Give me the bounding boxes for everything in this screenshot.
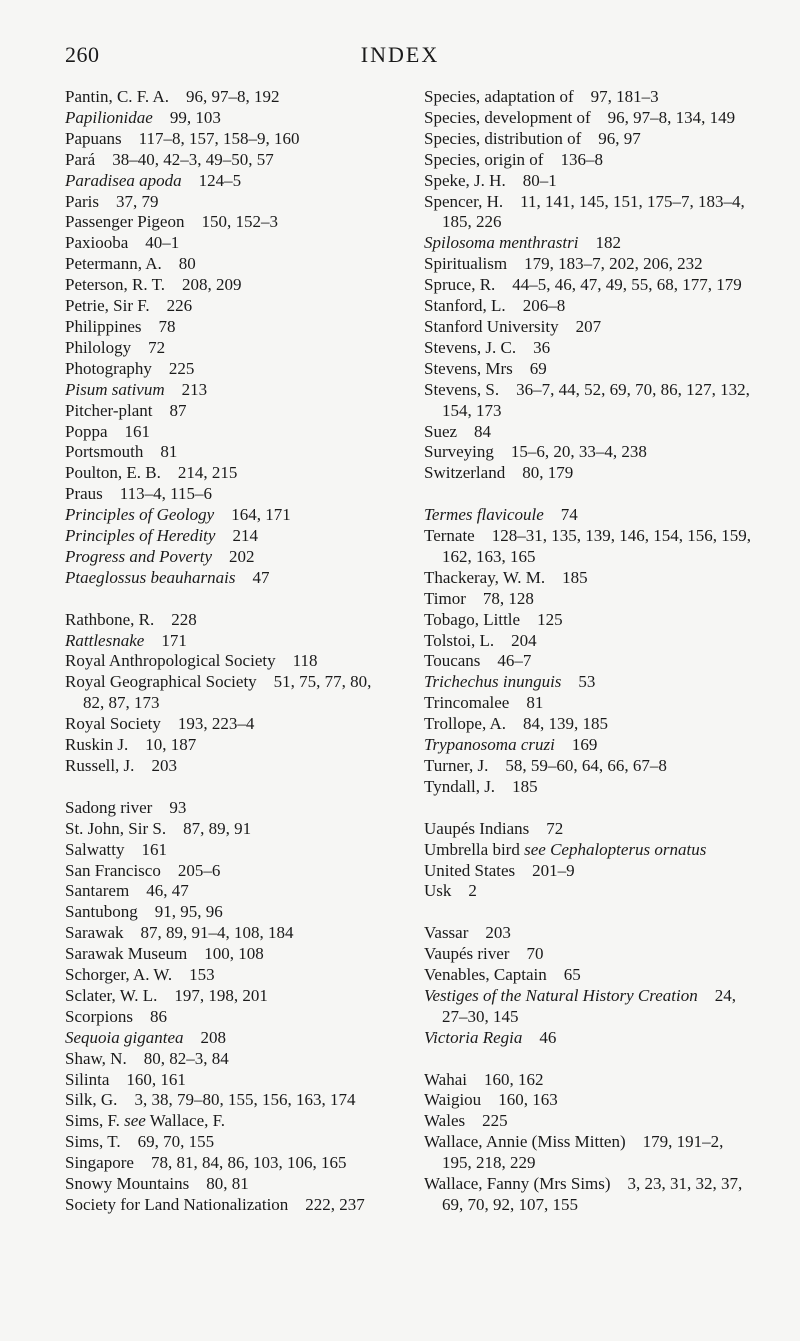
index-entry <box>424 777 754 798</box>
page-references: 74 <box>560 505 578 525</box>
entry-term: Stevens, Mrs <box>424 358 513 378</box>
page-references: 202 <box>229 546 255 566</box>
page-references: 78 <box>158 316 176 336</box>
page-references: 84 <box>474 421 492 441</box>
page-references: 80, 179 <box>522 463 574 483</box>
page-references: 208 <box>200 1027 227 1047</box>
index-entry <box>424 756 754 777</box>
entry-term: Russell, J. <box>65 755 135 775</box>
page-references: 182 <box>595 233 621 253</box>
page-references: 80 <box>178 254 196 274</box>
index-entry <box>424 840 754 861</box>
entry-term: Royal Geographical Society <box>65 672 257 692</box>
index-entry <box>424 338 754 359</box>
index-entry <box>65 756 385 777</box>
index-entry <box>65 317 385 338</box>
index-entry <box>65 798 385 819</box>
page-references: 51, 75, 77, 80, 82, 87, 173 <box>83 672 372 713</box>
page-references: 65 <box>563 965 581 985</box>
entry-term: Suez <box>424 421 458 441</box>
entry-term: Umbrella bird <box>424 839 520 859</box>
page-references: 80, 82–3, 84 <box>143 1048 229 1068</box>
page-references: 117–8, 157, 158–9, 160 <box>138 128 300 148</box>
index-entry <box>424 881 754 902</box>
index-entry <box>424 714 754 735</box>
page-references: 179, 191–2, 195, 218, 229 <box>442 1132 724 1173</box>
index-entry <box>65 965 385 986</box>
index-entry <box>65 505 385 526</box>
entry-term: Snowy Mountains <box>65 1174 190 1194</box>
index-column-right <box>424 87 754 1216</box>
page-references: 91, 95, 96 <box>154 902 223 922</box>
entry-term: Peterson, R. T. <box>65 275 165 295</box>
index-entry <box>65 819 385 840</box>
entry-term: Vestiges of the Natural History Creation <box>424 985 698 1005</box>
entry-term: Santarem <box>65 881 130 901</box>
page-header <box>65 42 735 72</box>
index-entry <box>424 233 754 254</box>
index-entry <box>65 1007 385 1028</box>
letter-group-gap <box>424 484 754 505</box>
entry-term: Ptaeglossus beauharnais <box>65 567 236 587</box>
entry-term: Thackeray, W. M. <box>424 567 546 587</box>
index-entry <box>65 1174 385 1195</box>
index-entry <box>424 296 754 317</box>
page-references: 58, 59–60, 64, 66, 67–8 <box>505 755 667 775</box>
page-references: 203 <box>151 755 177 775</box>
entry-term: Ternate <box>424 526 475 546</box>
index-entry <box>65 1028 385 1049</box>
entry-term: Pantin, C. F. A. <box>65 87 169 106</box>
entry-term: Petermann, A. <box>65 254 162 274</box>
entry-term: Principles of Geology <box>65 505 215 525</box>
cross-reference: Cephalopterus ornatus <box>550 839 707 859</box>
page-references: 87, 89, 91–4, 108, 184 <box>140 923 294 943</box>
entry-term: Wahai <box>424 1069 467 1089</box>
page-references: 197, 198, 201 <box>174 985 268 1005</box>
page-references: 124–5 <box>198 170 242 190</box>
entry-term: Sadong river <box>65 797 153 817</box>
cross-reference: Wallace, F. <box>149 1111 225 1131</box>
entry-term: Paradisea apoda <box>65 170 182 190</box>
entry-term: Waigiou <box>424 1090 482 1110</box>
entry-term: Praus <box>65 484 103 504</box>
index-entry <box>424 923 754 944</box>
see-label: see <box>124 1111 146 1131</box>
entry-term: Usk <box>424 881 452 901</box>
index-entry <box>65 610 385 631</box>
page-references: 228 <box>171 609 197 629</box>
page-references: 11, 141, 145, 151, 175–7, 183–4, 185, 226 <box>442 191 745 232</box>
entry-term: Scorpions <box>65 1006 133 1026</box>
index-entry <box>65 129 385 150</box>
index-entry <box>65 1195 385 1216</box>
index-entry <box>65 380 385 401</box>
page-references: 80, 81 <box>206 1174 249 1194</box>
page-references: 46 <box>539 1027 557 1047</box>
entry-term: Termes flavicoule <box>424 505 544 525</box>
index-entry <box>65 359 385 380</box>
page-references: 226 <box>166 296 193 316</box>
entry-term: Royal Society <box>65 714 161 734</box>
index-entry <box>424 986 754 1028</box>
entry-term: Petrie, Sir F. <box>65 296 150 316</box>
page-references: 96, 97–8, 134, 149 <box>607 107 736 127</box>
entry-term: Turner, J. <box>424 755 489 775</box>
page-references: 185 <box>562 567 588 587</box>
page-references: 87, 89, 91 <box>183 818 252 838</box>
page-references: 204 <box>511 630 537 650</box>
entry-term: Rattlesnake <box>65 630 145 650</box>
index-entry <box>65 1111 385 1132</box>
index-entry <box>65 923 385 944</box>
entry-term: Rathbone, R. <box>65 609 155 629</box>
entry-term: Photography <box>65 358 152 378</box>
entry-term: Sclater, W. L. <box>65 985 158 1005</box>
page-references: 44–5, 46, 47, 49, 55, 68, 177, 179 <box>512 275 742 295</box>
entry-term: Silinta <box>65 1069 110 1089</box>
page-references: 171 <box>161 630 187 650</box>
page-references: 160, 163 <box>498 1090 558 1110</box>
index-entry <box>65 861 385 882</box>
letter-group-gap <box>65 777 385 798</box>
page-references: 10, 187 <box>145 735 197 755</box>
page-references: 153 <box>189 965 215 985</box>
page-references: 160, 161 <box>126 1069 186 1089</box>
page-references: 46–7 <box>497 651 532 671</box>
index-entry <box>424 631 754 652</box>
page-references: 36 <box>533 337 551 357</box>
page-references: 80–1 <box>522 170 557 190</box>
page-references: 213 <box>181 379 208 399</box>
index-entry <box>424 1132 754 1174</box>
page-references: 2 <box>468 881 477 901</box>
index-entry <box>65 672 385 714</box>
page-references: 169 <box>571 735 598 755</box>
page-number: 260 <box>65 42 100 67</box>
index-entry <box>65 1090 385 1111</box>
page-references: 214 <box>232 526 258 546</box>
entry-term: Sarawak Museum <box>65 944 188 964</box>
index-entry <box>424 317 754 338</box>
page-references: 84, 139, 185 <box>523 714 609 734</box>
index-entry <box>424 192 754 234</box>
entry-term: Spiritualism <box>424 254 508 274</box>
see-label: see <box>524 839 546 859</box>
page-references: 203 <box>485 923 511 943</box>
entry-term: Spruce, R. <box>424 275 496 295</box>
page-references: 185 <box>512 776 538 796</box>
index-entry <box>424 819 754 840</box>
page-references: 225 <box>168 358 195 378</box>
index-entry <box>424 1070 754 1091</box>
index-entry <box>65 547 385 568</box>
index-entry <box>424 965 754 986</box>
index-entry <box>65 192 385 213</box>
page-references: 164, 171 <box>231 505 291 525</box>
entry-term: Species, distribution of <box>424 128 582 148</box>
index-entry <box>424 1174 754 1216</box>
entry-term: Sarawak <box>65 923 124 943</box>
entry-term: Ruskin J. <box>65 735 129 755</box>
index-entry <box>65 631 385 652</box>
entry-term: Surveying <box>424 442 494 462</box>
page-references: 128–31, 135, 139, 146, 154, 156, 159, 162, 163, 165 <box>442 526 751 566</box>
letter-group-gap <box>424 1049 754 1070</box>
page-references: 125 <box>537 609 563 629</box>
entry-term: Tobago, Little <box>424 609 521 629</box>
entry-term: Vaupés river <box>424 944 510 964</box>
index-entry <box>65 484 385 505</box>
page-references: 93 <box>169 797 187 817</box>
page-references: 24, 27–30, 145 <box>442 985 736 1026</box>
entry-term: Sims, T. <box>65 1132 121 1152</box>
page-references: 47 <box>252 567 270 587</box>
letter-group-gap <box>424 798 754 819</box>
index-entry <box>424 505 754 526</box>
entry-term: Silk, G. <box>65 1090 118 1110</box>
index-entry <box>65 714 385 735</box>
running-title: INDEX <box>360 42 440 67</box>
entry-term: Paxiooba <box>65 233 129 253</box>
page-references: 15–6, 20, 33–4, 238 <box>510 442 647 462</box>
entry-term: Toucans <box>424 651 481 671</box>
entry-term: Trollope, A. <box>424 714 507 734</box>
page-references: 205–6 <box>177 860 221 880</box>
entry-term: Shaw, N. <box>65 1048 127 1068</box>
page-references: 160, 162 <box>484 1069 544 1089</box>
index-entry <box>424 944 754 965</box>
page-references: 179, 183–7, 202, 206, 232 <box>524 254 703 274</box>
index-entry <box>424 861 754 882</box>
entry-term: San Francisco <box>65 860 161 880</box>
letter-group-gap <box>65 589 385 610</box>
page-references: 38–40, 42–3, 49–50, 57 <box>112 149 274 169</box>
index-entry <box>424 129 754 150</box>
index-entry <box>65 212 385 233</box>
entry-term: Trichechus inunguis <box>424 672 562 692</box>
index-entry <box>65 233 385 254</box>
entry-term: Uaupés Indians <box>424 818 530 838</box>
entry-term: Species, adaptation of <box>424 87 574 106</box>
letter-group-gap <box>424 902 754 923</box>
entry-term: Speke, J. H. <box>424 170 506 190</box>
index-entry <box>65 840 385 861</box>
page-references: 69 <box>529 358 547 378</box>
entry-term: Tyndall, J. <box>424 776 496 796</box>
entry-term: Trincomalee <box>424 693 510 713</box>
entry-term: Spencer, H. <box>424 191 504 211</box>
index-entry <box>65 1153 385 1174</box>
page-references: 36–7, 44, 52, 69, 70, 86, 127, 132, 154, 173 <box>442 379 750 420</box>
index-entry <box>65 1132 385 1153</box>
page-references: 118 <box>292 651 318 671</box>
index-entry <box>424 150 754 171</box>
entry-term: Papuans <box>65 128 122 148</box>
page-references: 207 <box>575 316 602 336</box>
page-references: 3, 38, 79–80, 155, 156, 163, 174 <box>134 1090 356 1110</box>
page-references: 53 <box>578 672 596 692</box>
index-entry <box>424 108 754 129</box>
page-references: 100, 108 <box>204 944 264 964</box>
index-entry <box>424 463 754 484</box>
page-references: 96, 97 <box>598 128 641 148</box>
index-entry <box>424 442 754 463</box>
entry-term: Society for Land Nationalization <box>65 1195 289 1214</box>
index-entry <box>424 254 754 275</box>
index-entry <box>65 254 385 275</box>
page-references: 208, 209 <box>181 275 242 295</box>
entry-term: Poulton, E. B. <box>65 463 161 483</box>
entry-term: Portsmouth <box>65 442 144 462</box>
page-references: 222, 237 <box>305 1195 365 1214</box>
entry-term: Singapore <box>65 1153 134 1173</box>
index-entry <box>65 568 385 589</box>
entry-term: Santubong <box>65 902 138 922</box>
entry-term: Pará <box>65 149 96 169</box>
page-references: 193, 223–4 <box>177 714 255 734</box>
page-references: 201–9 <box>532 860 575 880</box>
page-references: 46, 47 <box>146 881 189 901</box>
entry-term: Species, origin of <box>424 149 544 169</box>
entry-term: Pisum sativum <box>65 379 165 399</box>
index-entry <box>65 108 385 129</box>
index-entry <box>65 902 385 923</box>
index-entry <box>65 442 385 463</box>
page-references: 214, 215 <box>177 463 238 483</box>
entry-term: Timor <box>424 588 466 608</box>
page-references: 161 <box>141 839 167 859</box>
index-entry <box>424 589 754 610</box>
page-references: 37, 79 <box>116 191 159 211</box>
entry-term: Switzerland <box>424 463 506 483</box>
entry-term: Victoria Regia <box>424 1027 523 1047</box>
index-column-left <box>65 87 385 1216</box>
index-entry <box>65 422 385 443</box>
index-entry <box>424 672 754 693</box>
index-entry <box>65 338 385 359</box>
page-references: 3, 23, 31, 32, 37, 69, 70, 92, 107, 155 <box>442 1174 743 1214</box>
entry-term: United States <box>424 860 516 880</box>
index-entry <box>65 651 385 672</box>
entry-term: Wallace, Annie (Miss Mitten) <box>424 1132 626 1152</box>
page-references: 96, 97–8, 192 <box>185 87 280 106</box>
entry-term: Wales <box>424 1111 466 1131</box>
entry-term: Papilionidae <box>65 107 153 127</box>
entry-term: Royal Anthropological Society <box>65 651 276 671</box>
index-entry <box>424 735 754 756</box>
entry-term: Sequoia gigantea <box>65 1027 184 1047</box>
entry-term: Stanford, L. <box>424 296 506 316</box>
index-entry <box>65 881 385 902</box>
page-references: 78, 128 <box>482 588 534 608</box>
page-references: 161 <box>124 421 150 441</box>
index-entry <box>65 150 385 171</box>
page-references: 72 <box>546 818 564 838</box>
index-entry <box>65 986 385 1007</box>
page-references: 69, 70, 155 <box>137 1132 215 1152</box>
entry-term: Salwatty <box>65 839 125 859</box>
page-references: 78, 81, 84, 86, 103, 106, 165 <box>150 1153 347 1173</box>
entry-term: Poppa <box>65 421 108 441</box>
index-entry <box>65 171 385 192</box>
index-entry <box>424 568 754 589</box>
page-references: 99, 103 <box>169 107 221 127</box>
index-entry <box>65 526 385 547</box>
page-references: 81 <box>526 693 544 713</box>
page-references: 136–8 <box>560 149 603 169</box>
index-entry <box>424 693 754 714</box>
page-references: 40–1 <box>145 233 180 253</box>
page-references: 206–8 <box>522 296 566 316</box>
entry-term: Sims, F. <box>65 1111 120 1131</box>
entry-term: Stevens, J. C. <box>424 337 517 357</box>
index-entry <box>65 944 385 965</box>
entry-term: Paris <box>65 191 99 211</box>
page-references: 86 <box>150 1006 167 1026</box>
entry-term: Pitcher-plant <box>65 400 153 420</box>
index-entry <box>424 422 754 443</box>
index-entry <box>65 735 385 756</box>
entry-term: St. John, Sir S. <box>65 818 167 838</box>
index-entry <box>424 1111 754 1132</box>
entry-term: Wallace, Fanny (Mrs Sims) <box>424 1174 611 1194</box>
index-entry <box>65 87 385 108</box>
entry-term: Spilosoma menthrastri <box>424 233 579 253</box>
entry-term: Philippines <box>65 316 142 336</box>
index-entry <box>424 380 754 422</box>
index-entry <box>65 463 385 484</box>
index-entry <box>424 87 754 108</box>
index-entry <box>424 651 754 672</box>
page-references: 87 <box>169 400 187 420</box>
index-entry <box>65 296 385 317</box>
page-references: 70 <box>526 944 544 964</box>
entry-term: Progress and Poverty <box>65 546 212 566</box>
index-entry <box>424 275 754 296</box>
index-entry <box>424 610 754 631</box>
index-entry <box>424 171 754 192</box>
entry-term: Passenger Pigeon <box>65 212 185 232</box>
entry-term: Philology <box>65 337 132 357</box>
page-references: 150, 152–3 <box>201 212 278 232</box>
entry-term: Venables, Captain <box>424 965 547 985</box>
page-references: 81 <box>160 442 178 462</box>
index-entry <box>65 401 385 422</box>
index-entry <box>65 1049 385 1070</box>
index-entry <box>424 359 754 380</box>
page-references: 72 <box>148 337 166 357</box>
entry-term: Principles of Heredity <box>65 526 216 546</box>
entry-term: Stanford University <box>424 316 559 336</box>
entry-term: Schorger, A. W. <box>65 965 173 985</box>
entry-term: Species, development of <box>424 107 591 127</box>
index-entry <box>65 275 385 296</box>
page-references: 97, 181–3 <box>590 87 659 106</box>
index-entry <box>65 1070 385 1091</box>
entry-term: Tolstoi, L. <box>424 630 495 650</box>
index-entry <box>424 1090 754 1111</box>
page-references: 113–4, 115–6 <box>119 484 213 504</box>
page-references: 225 <box>482 1111 508 1131</box>
entry-term: Vassar <box>424 923 469 943</box>
entry-term: Trypanosoma cruzi <box>424 735 555 755</box>
index-entry <box>424 1028 754 1049</box>
entry-term: Stevens, S. <box>424 379 500 399</box>
index-entry <box>424 526 754 568</box>
